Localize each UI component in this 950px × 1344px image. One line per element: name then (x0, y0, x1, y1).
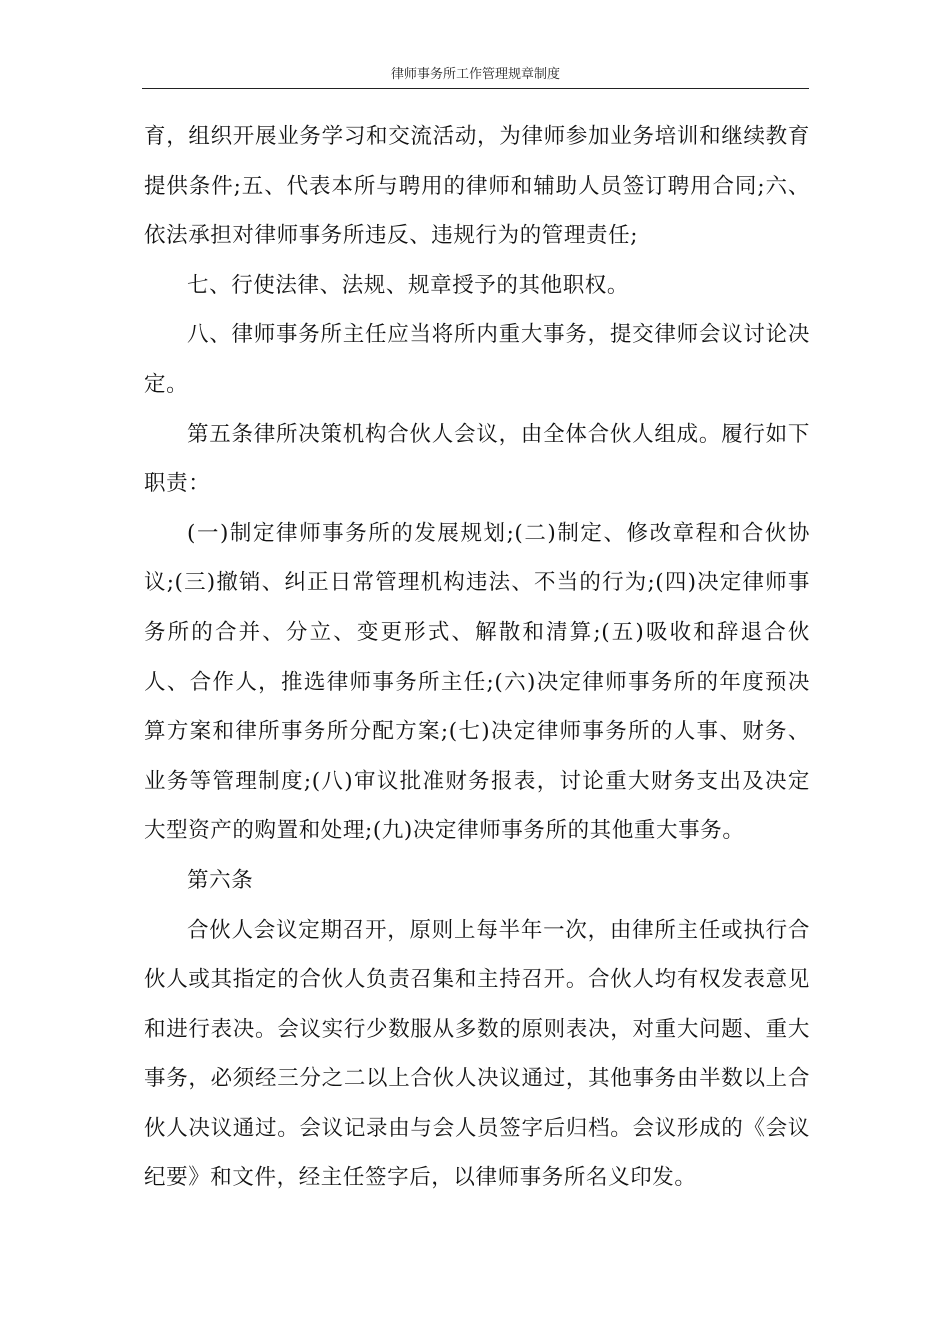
paragraph-article-five: 第五条律所决策机构合伙人会议，由全体合伙人组成。履行如下职责： (144, 421, 810, 497)
header-divider (142, 88, 809, 89)
paragraph-article-six-heading: 第六条 (187, 867, 254, 893)
running-header: 律师事务所工作管理规章制度 (390, 67, 560, 82)
paragraph-duties-list: (一)制定律师事务所的发展规划;(二)制定、修改章程和合伙协议;(三)撤销、纠正日常管理机构违法、不当的行为;(四)决定律师事务所的合并、分立、变更形式、解散和清算;(五)吸收和辞退合伙人、合作人，推选律师事务所主任;(六)决定律师事务所的年度预决算方案和律所事务所分配方案;(七)决定律师事务所的人事、财务、业务等管理制度;(八)审议批准财务报表，讨论重大财务支出及决定大型资产的购置和处理;(九)决定律师事务所的其他重大事务。 (144, 520, 810, 844)
document-body (144, 112, 810, 1203)
paragraph-continued: 育，组织开展业务学习和交流活动，为律师参加业务培训和继续教育提供条件;五、代表本所与聘用的律师和辅助人员签订聘用合同;六、依法承担对律师事务所违反、违规行为的管理责任; (144, 124, 810, 249)
paragraph-partner-meeting: 合伙人会议定期召开，原则上每半年一次，由律所主任或执行合伙人或其指定的合伙人负责召集和主持召开。合伙人均有权发表意见和进行表决。会议实行少数服从多数的原则表决，对重大问题、重大事务，必须经三分之二以上合伙人决议通过，其他事务由半数以上合伙人决议通过。会议记录由与会人员签字后归档。会议形成的《会议纪要》和文件，经主任签字后，以律师事务所名义印发。 (144, 917, 810, 1191)
paragraph-item-eight: 八、律师事务所主任应当将所内重大事务，提交律师会议讨论决定。 (144, 322, 810, 397)
paragraph-item-seven: 七、行使法律、法规、规章授予的其他职权。 (187, 272, 630, 298)
